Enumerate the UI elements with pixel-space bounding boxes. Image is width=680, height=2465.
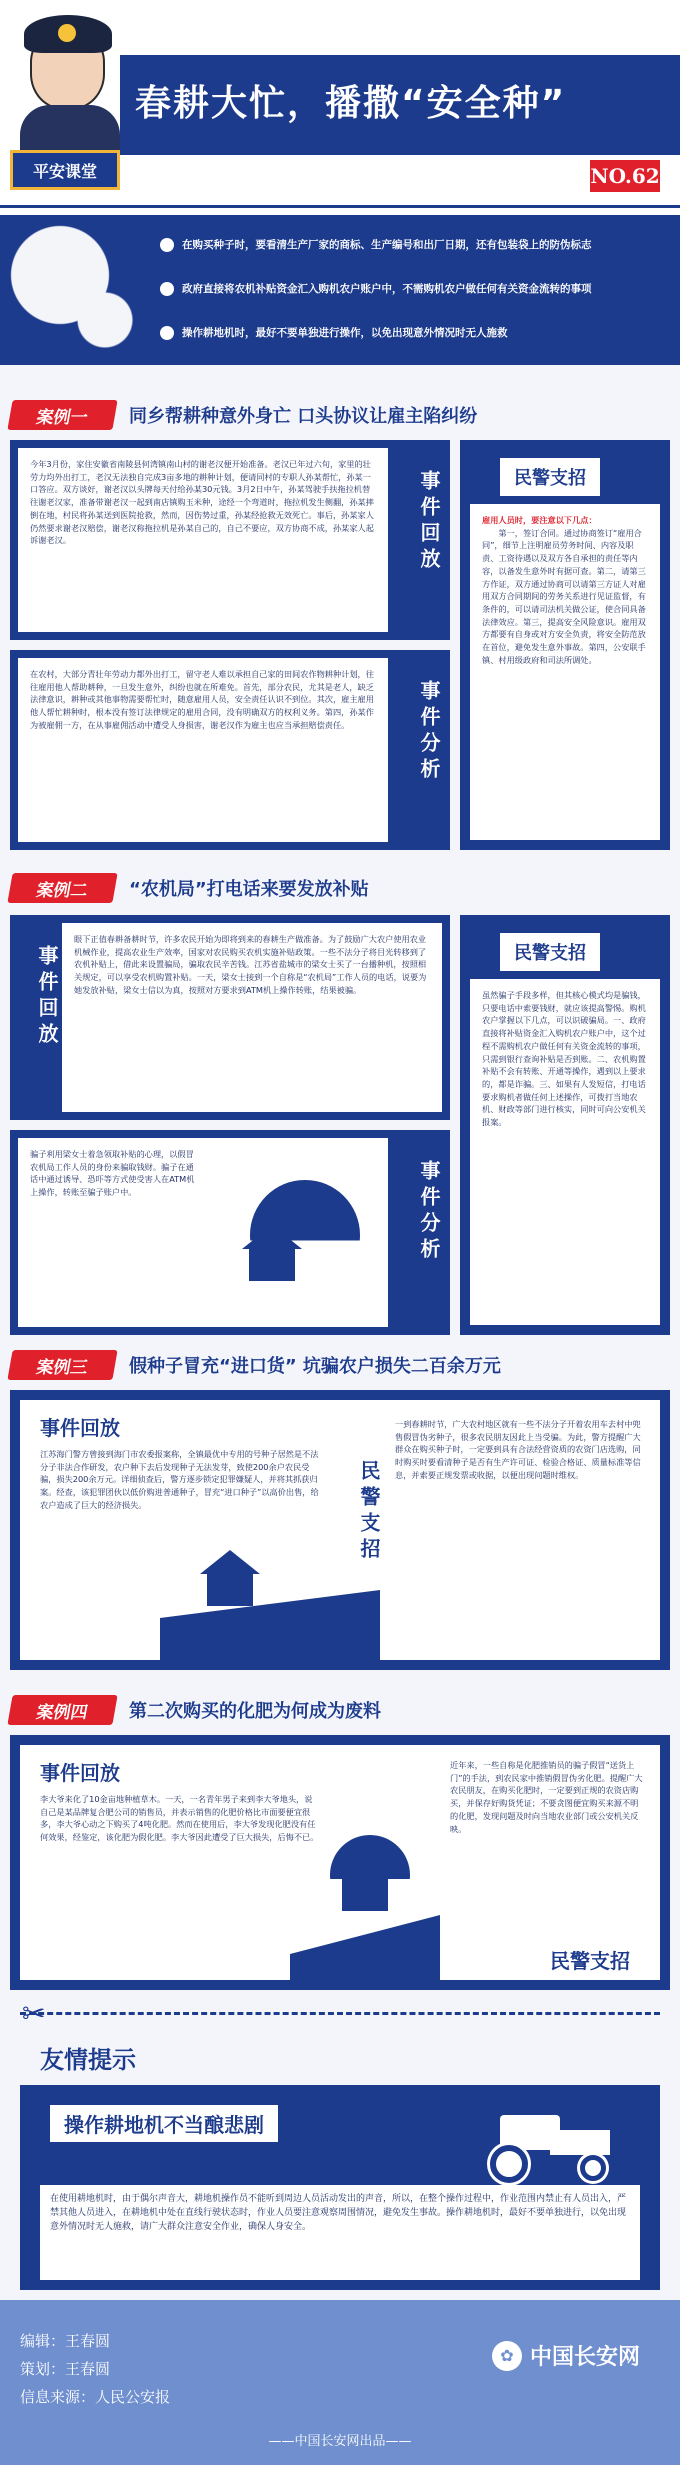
advice-highlight: 雇用人员时，要注意以下几点： bbox=[482, 515, 597, 525]
case-tag: 案例二 bbox=[7, 873, 117, 903]
review-text: 眼下正值春耕备耕时节，许多农民开始为即将到来的春耕生产做准备。为了鼓励广大农户使用农业机械作业，提高农业生产效率，国家对农民购买农机实施补贴政策。一些不法分子将目光转移到了农机补贴上，借此来设置骗局，骗取农民辛苦钱。江苏省盐城市的梁女士买了一台播种机，按照相关规定，可以享受农机购置补贴。一天，梁女士接到一个自称是“农机局”工作人员的电话，说要为她发放补贴，梁女士信以为真，按照对方要求到ATM机上操作转账，结果被骗。 bbox=[74, 934, 427, 995]
analysis-text: 骗子利用梁女士着急领取补贴的心理，以假冒农机局工作人员的身份来骗取钱财。骗子在通话中通过诱导、恐吓等方式使受害人在ATM机上操作，转账至骗子账户中。 bbox=[30, 1149, 195, 1198]
case-title: 第二次购买的化肥为何成为废料 bbox=[129, 1701, 381, 1722]
advice-card bbox=[470, 979, 660, 1325]
cut-line bbox=[20, 2012, 660, 2015]
tip-item bbox=[160, 281, 592, 296]
editor-label: 编辑： bbox=[20, 2332, 66, 2350]
case-4-panel bbox=[10, 1735, 670, 1990]
advice-label: 民警支招 bbox=[500, 933, 600, 971]
advice-text-wrap bbox=[472, 506, 658, 674]
logo-text: 中国长安网 bbox=[529, 2345, 640, 2370]
case-1-analysis-panel bbox=[10, 650, 450, 850]
review-text: 江苏海门警方曾接到海门市农委报案称，全镇最优中专用的号种子居然是不法分子非法合作研发，农户种下去后发现种子无法发芽，致使200余户农民受骗，损失200余万元。详细侦查后，警方逐步锁定犯罪嫌疑人，并将其抓获归案。经查，该犯罪团伙以低价购进普通种子，冒充“进口种子”以高价出售，给农户造成了巨大的经济损失。 bbox=[40, 1449, 319, 1510]
advice-text: 虽然骗子手段多样，但其核心模式均是骗钱，只要电话中索要钱财，就应该提高警惕。购机农户掌握以下几点，可以识破骗局。一、政府直接将补贴资金汇入购机农户账户中，这个过程不需购机农户做任何有关资金流转的事项，只需到银行查询补贴是否到账。二、农机购置补贴不会有转账、开通等操作，遇到以上要求的，都是诈骗。三、如果有人发短信，打电话要求购机者做任何上述操作，可拨打当地农机、财政等部门进行核实，同时可向公安机关报案。 bbox=[482, 990, 646, 1128]
analysis-label: 事件分析 bbox=[417, 680, 441, 784]
friendly-text: 在使用耕地机时，由于偶尔声音大，耕地机操作员不能听到周边人员活动发出的声音，所以，在整个操作过程中，作业范围内禁止有人员出入，严禁其他人员进入，在耕地机中处在直线行驶状态时，作业人员要注意观察周围情况，避免发生事故。操作耕地机时，最好不要单独进行，以免出现意外情况时无人施救，请广大群众注意安全作业，确保人身安全。 bbox=[50, 2194, 627, 2232]
case-2-advice-panel bbox=[460, 915, 670, 1335]
case-2-review-panel bbox=[10, 915, 450, 1120]
house-roof-icon bbox=[335, 1855, 395, 1879]
case-3-panel bbox=[10, 1390, 670, 1670]
case-2-analysis-panel bbox=[10, 1130, 450, 1335]
bullet-icon bbox=[160, 326, 174, 340]
advice-card bbox=[470, 504, 660, 840]
issue-number: NO.62 bbox=[590, 160, 660, 192]
planner-name: 王春圆 bbox=[65, 2360, 111, 2378]
advice-label: 民警支招 bbox=[550, 1949, 630, 1973]
house-roof-icon bbox=[242, 1225, 302, 1249]
house-roof-icon bbox=[200, 1550, 260, 1574]
friendly-title: 友情提示 bbox=[40, 2046, 136, 2074]
review-label: 事件回放 bbox=[40, 1761, 120, 1785]
case-2-heading bbox=[10, 868, 369, 908]
logo-icon: ✿ bbox=[492, 2341, 522, 2371]
tip-item bbox=[160, 237, 592, 252]
header-divider bbox=[0, 205, 680, 208]
tip-item bbox=[160, 325, 508, 340]
case-title: 假种子冒充“进口货” 坑骗农户损失二百余万元 bbox=[129, 1356, 501, 1377]
friendly-panel bbox=[20, 2085, 660, 2290]
review-card bbox=[62, 923, 442, 1112]
review-text: 今年3月份，家住安徽省南陵县何湾镇南山村的谢老汉便开始准备。老汉已年过六旬，家里的壮劳力均外出打工，老汉无法独自完成3亩多地的耕种计划，便请同村的专职人孙某帮忙，孙某一口答应。双方谈好，谢老汉以头牌每天付给孙某30元钱。3月2日中午，孙某驾驶手扶拖拉机替往谢老汉家，准备带谢老汉一起到南店镇购玉米种，途经一个弯道时，拖拉机发生侧翻，孙某摔倒在地，村民将孙某送到医院抢救，然而，因伤势过重，孙某经抢救无效死亡。事后，孙某家人仍然要求谢老汉赔偿，谢老汉称拖拉机是孙某自己的，自己不要应，双方协商不成，孙某家人起诉谢老汉。 bbox=[30, 459, 374, 546]
planner-label: 策划： bbox=[20, 2360, 66, 2378]
case-tag: 案例四 bbox=[7, 1695, 117, 1725]
review-label: 事件回放 bbox=[35, 945, 59, 1049]
friendly-subtitle: 操作耕地机不当酿悲剧 bbox=[50, 2105, 278, 2142]
page-title: 春耕大忙，播撒“安全种” bbox=[135, 83, 567, 124]
house-icon bbox=[342, 1879, 388, 1911]
case-1-advice-panel bbox=[460, 440, 670, 850]
friendly-card bbox=[40, 2185, 640, 2280]
editor-name: 王春圆 bbox=[65, 2332, 111, 2350]
advice-text: 第一，签订合同。通过协商签订“雇用合同”，细节上注明雇员劳务时间、内容及职责、工资待遇以及双方各自承担的责任等内容，以备发生意外时有据可查。第二，请第三方作证，双方通过协商可以请第三方证人对雇用双方合同期间的劳务关系进行见证监督，有条件的，可以请司法机关做公证，使合同具备法律效应。第三，提高安全风险意识。雇用双方都要有自身或对方安全负责，将安全防范放在首位，避免发生意外事故。第四，公安联手镇、村用级政府和司法所调处。 bbox=[482, 527, 646, 665]
source-name: 人民公安报 bbox=[95, 2388, 171, 2406]
tips-section bbox=[0, 215, 680, 365]
review-label: 事件回放 bbox=[40, 1416, 120, 1440]
source-label: 信息来源： bbox=[20, 2388, 96, 2406]
planner-line bbox=[20, 2358, 110, 2379]
field-icon bbox=[290, 1915, 440, 1980]
case-title: “农机局”打电话来要发放补贴 bbox=[129, 879, 369, 900]
header bbox=[0, 0, 680, 215]
ink-splash-decoration bbox=[0, 215, 150, 365]
case-4-card bbox=[20, 1745, 660, 1980]
tip-text: 在购买种子时，要看清生产厂家的商标、生产编号和出厂日期，还有包装袋上的防伪标志 bbox=[182, 239, 592, 251]
analysis-card bbox=[18, 1138, 388, 1327]
field-icon bbox=[160, 1590, 380, 1660]
review-label: 事件回放 bbox=[417, 470, 441, 574]
tip-text: 政府直接将农机补贴资金汇入购机农户账户中，不需购机农户做任何有关资金流转的事项 bbox=[182, 283, 592, 295]
advice-text: 一到春耕时节，广大农村地区就有一些不法分子开着农用车去村中兜售假冒伪劣种子，很多农民朋友因此上当受骗。为此，警方提醒广大群众在购买种子时，一定要到具有合法经营资质的农资门店选购，同时购买时要看清种子是否有生产许可证、检验合格证、质量标准等信息，并索要正规发票或收据，以便出现问题时维权。 bbox=[395, 1419, 641, 1480]
case-1-heading bbox=[10, 395, 477, 435]
analysis-label: 事件分析 bbox=[417, 1160, 441, 1264]
case-4-heading bbox=[10, 1690, 381, 1730]
footer bbox=[0, 2300, 680, 2465]
analysis-text: 在农村，大部分青壮年劳动力都外出打工，留守老人难以承担自己家的田间农作物耕种计划，往往雇用他人帮助耕种，一旦发生意外，纠纷也就在所难免。首先，部分农民，尤其是老人，缺乏法律意识，耕种或其他事物需要帮忙时，随意雇用人员，安全责任认识不到位。其次，雇主雇用他人帮忙耕种时，根本没有签订法律规定的雇用合同，没有明确双方的权利义务。第四，孙某作为被雇佣一方，在从事雇佣活动中遭受人身损害，谢老汉作为雇主也应当承担赔偿责任。 bbox=[30, 669, 374, 730]
bullet-icon bbox=[160, 282, 174, 296]
police-badge-icon bbox=[58, 24, 76, 42]
review-card bbox=[18, 448, 388, 632]
column-tag: 平安课堂 bbox=[10, 150, 120, 190]
site-logo[interactable] bbox=[492, 2340, 640, 2371]
advice-label-wrap bbox=[500, 458, 600, 496]
case-tag: 案例三 bbox=[7, 1350, 117, 1380]
advice-text: 近年来，一些自称是化肥推销员的骗子假冒“送货上门”的手法，到农民家中推销假冒伪劣化肥。提醒广大农民朋友，在购买化肥时，一定要到正规的农资店购买，并保存好购货凭证；不要贪图便宜购买来源不明的化肥，发现问题及时向当地农业部门或公安机关反映。 bbox=[450, 1760, 643, 1834]
tip-text: 操作耕地机时，最好不要单独进行操作，以免出现意外情况时无人施救 bbox=[182, 327, 508, 339]
advice-label: 民警支招 bbox=[357, 1460, 381, 1564]
advice-label-wrap bbox=[500, 933, 600, 971]
scissors-icon: ✂ bbox=[22, 1997, 46, 2030]
house-icon bbox=[249, 1249, 295, 1281]
review-text: 李大爷来化了10金亩地种植草木。一天，一名青年男子来到李大爷地头，说自己是某品牌复合肥公司的销售员，并表示销售的化肥价格比市面要便宜很多，李大爷心动之下购买了4吨化肥。然而在使用后，李大爷发现化肥没有任何效果，经鉴定，该化肥为假化肥。李大爷因此遭受了巨大损失，后悔不已。 bbox=[40, 1794, 319, 1843]
case-3-card bbox=[20, 1400, 660, 1660]
footer-credit: ——中国长安网出品—— bbox=[268, 2434, 412, 2449]
case-1-review-panel bbox=[10, 440, 450, 640]
house-icon bbox=[207, 1574, 253, 1606]
editor-line bbox=[20, 2330, 110, 2351]
source-line bbox=[20, 2386, 170, 2407]
case-tag: 案例一 bbox=[7, 400, 117, 430]
tractor-icon bbox=[470, 2095, 630, 2185]
advice-label: 民警支招 bbox=[500, 458, 600, 496]
analysis-card bbox=[18, 658, 388, 842]
bullet-icon bbox=[160, 238, 174, 252]
case-title: 同乡帮耕种意外身亡 口头协议让雇主陷纠纷 bbox=[129, 406, 478, 427]
case-3-heading bbox=[10, 1345, 501, 1385]
